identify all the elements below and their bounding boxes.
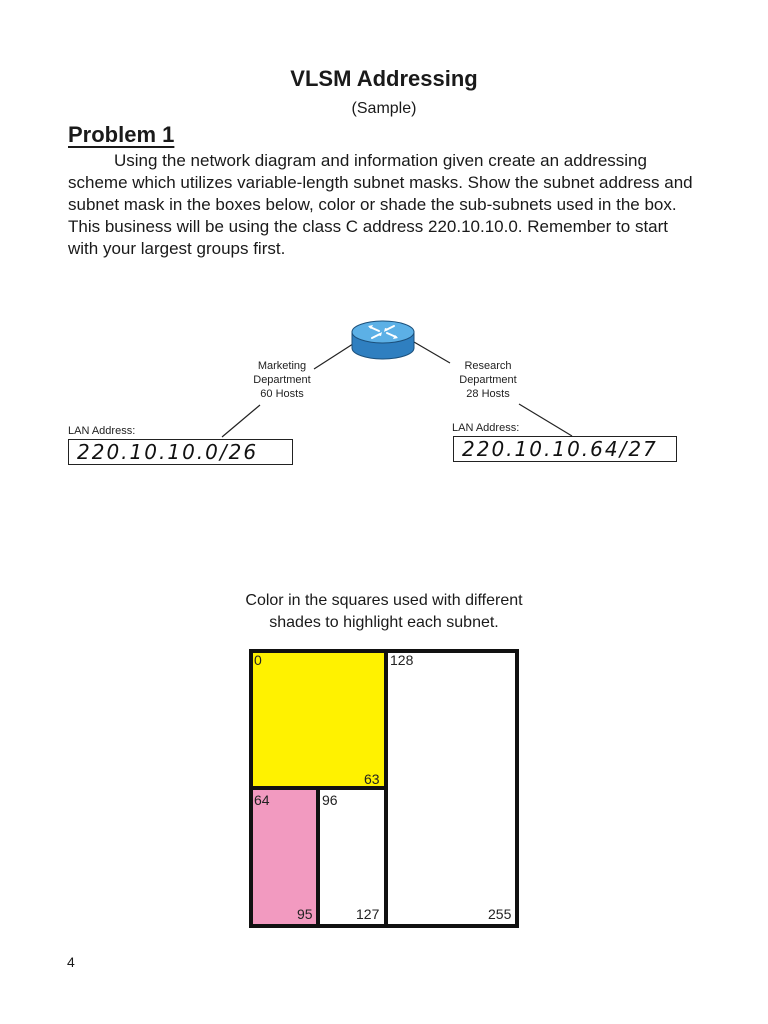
marketing-dept-line1: Marketing xyxy=(257,360,307,372)
marketing-lan-label: LAN Address: xyxy=(68,425,136,437)
router-icon xyxy=(352,321,414,359)
grid-caption xyxy=(0,590,768,634)
instructions-paragraph: Using the network diagram and information given create an addressing scheme which utilizes variable-length subnet masks. Show the subnet address and subnet mask in the boxes below, color or shade the sub-subnets used in the box. This business will be using the class C address 220.10.10.0. Remember to start with your largest groups first. xyxy=(68,151,693,258)
marketing-dept-line2: Department xyxy=(253,374,311,386)
page-title: VLSM Addressing xyxy=(290,66,478,91)
link-marketing-lan xyxy=(222,405,260,437)
label-255: 255 xyxy=(488,906,512,922)
subnet-grid xyxy=(249,649,519,928)
label-128: 128 xyxy=(390,652,414,668)
label-0: 0 xyxy=(254,652,262,668)
research-dept-line1: Research xyxy=(464,360,512,372)
research-dept-line2: Department xyxy=(459,374,517,386)
label-64: 64 xyxy=(254,792,270,808)
subnet-cell-64-95 xyxy=(253,790,320,924)
subnet-cell-128-255 xyxy=(388,653,515,924)
subnet-cell-96-127 xyxy=(320,790,388,924)
problem-heading: Problem 1 xyxy=(68,122,175,147)
label-95: 95 xyxy=(297,906,313,922)
page-subtitle: (Sample) xyxy=(351,100,417,117)
link-router-research xyxy=(414,342,450,363)
page-number: 4 xyxy=(67,954,75,970)
research-dept-hosts: 28 Hosts xyxy=(466,388,510,400)
label-96: 96 xyxy=(322,792,338,808)
link-research-lan xyxy=(519,404,572,436)
grid-caption-line1: Color in the squares used with different xyxy=(245,592,523,609)
label-127: 127 xyxy=(356,906,380,922)
marketing-dept-hosts: 60 Hosts xyxy=(260,388,304,400)
subnet-cell-0-63 xyxy=(253,653,388,790)
research-lan-address-field: 220.10.10.64/27 xyxy=(453,436,677,462)
research-lan-label: LAN Address: xyxy=(452,422,520,434)
link-router-marketing xyxy=(314,342,356,369)
grid-caption-line2: shades to highlight each subnet. xyxy=(269,614,499,631)
marketing-lan-address-field: 220.10.10.0/26 xyxy=(68,439,293,465)
label-63: 63 xyxy=(364,771,380,787)
